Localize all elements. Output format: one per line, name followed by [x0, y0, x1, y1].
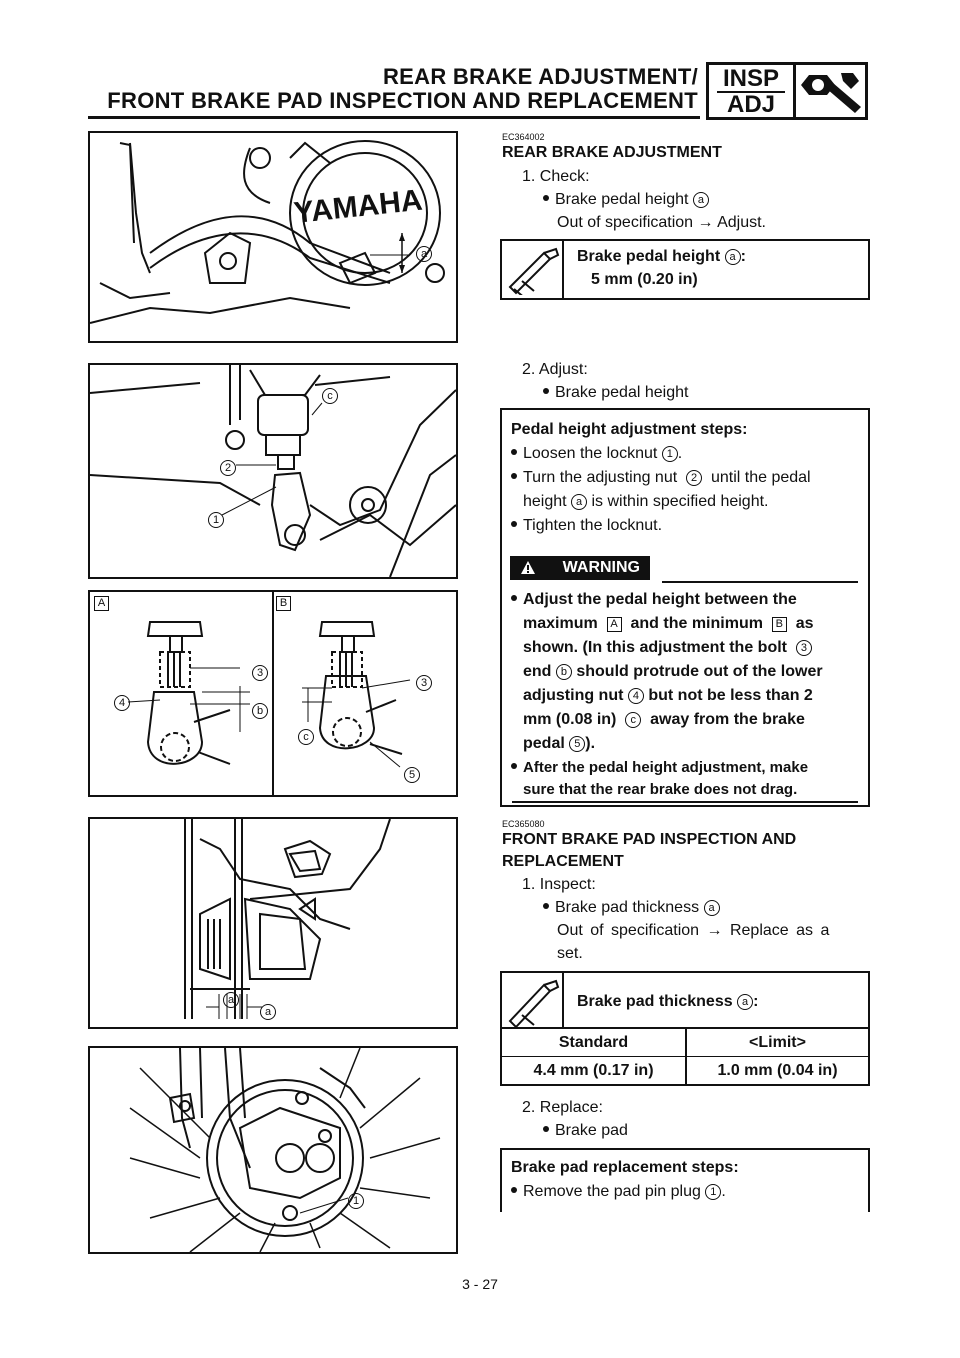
header-rule — [88, 116, 700, 119]
pad-thickness-illustration — [90, 819, 456, 1027]
label-1: 1 — [705, 1184, 721, 1200]
label-3-min: 3 — [416, 675, 432, 691]
warning-line-8: After the pedal height adjustment, make — [511, 756, 808, 780]
warning-line-1: Adjust the pedal height between the — [511, 588, 797, 612]
check-result: Out of specification → Adjust. — [557, 214, 766, 231]
step-adjust: 2. Adjust: — [522, 361, 588, 378]
spec-divider — [562, 973, 564, 1027]
figure-pedal-max-min — [88, 590, 458, 797]
inspect-result-l2: set. — [557, 945, 583, 962]
step-check: 1. Check: — [522, 168, 590, 185]
svg-text:YAMAHA: YAMAHA — [292, 183, 424, 230]
warning-line-7: pedal 5 ). — [523, 735, 596, 752]
bullet — [511, 473, 517, 479]
bullet — [511, 521, 517, 527]
insp-adj-badge — [706, 62, 868, 120]
wrench-nut-icon — [797, 67, 863, 117]
label-a-pad-right: a — [260, 1004, 276, 1020]
badge-top: INSP — [722, 65, 779, 92]
label-1: 1 — [662, 446, 678, 462]
warning-triangle-icon — [520, 560, 536, 575]
label-1-fig2: 1 — [208, 512, 224, 528]
spec-label-pedal-height: Brake pedal height a : — [577, 248, 746, 265]
bullet — [543, 195, 549, 201]
spec-label-pad-thickness: Brake pad thickness a : — [577, 993, 759, 1010]
label-a: a — [693, 192, 709, 208]
label-2-fig2: 2 — [220, 460, 236, 476]
heading-front-pad-l2: REPLACEMENT — [502, 853, 624, 870]
heading-rear-brake-adjustment: REAR BRAKE ADJUSTMENT — [502, 144, 722, 161]
pedal-height-illustration — [90, 133, 456, 341]
label-1-caliper: 1 — [348, 1193, 364, 1209]
label-b: b — [556, 664, 572, 680]
adjust-item: Brake pedal height — [543, 381, 688, 405]
figure-brake-pad-thickness — [88, 817, 458, 1029]
label-A: A — [607, 617, 622, 632]
label-c: c — [625, 712, 641, 728]
label-2: 2 — [686, 470, 702, 486]
step-replace: 2. Replace: — [522, 1099, 603, 1116]
caliper-illustration — [90, 1048, 456, 1252]
spec-box-pad-thickness — [500, 971, 870, 1086]
header-title-line1: REAR BRAKE ADJUSTMENT/ — [382, 64, 698, 89]
label-c-min: c — [298, 729, 314, 745]
spec-divider — [562, 241, 564, 298]
bullet — [511, 449, 517, 455]
pedal-step-3: Tighten the locknut. — [511, 514, 662, 538]
caliper-tool-icon — [504, 977, 560, 1029]
check-item: Brake pedal height a — [543, 188, 709, 212]
warning-label: WARNING — [562, 559, 640, 576]
inspect-result-l1: Out of specification → Replace as a — [557, 922, 830, 939]
badge-bottom: ADJ — [717, 91, 785, 117]
label-5: 5 — [569, 736, 585, 752]
inspect-item: Brake pad thickness a — [543, 896, 720, 920]
pedal-step-1: Loosen the locknut 1 . — [511, 442, 682, 466]
bullet — [543, 1126, 549, 1132]
label-B: B — [772, 617, 787, 632]
table-rule-2 — [502, 1056, 868, 1057]
warning-rule-top — [662, 581, 858, 583]
label-B-min: B — [276, 596, 291, 611]
label-a: a — [571, 494, 587, 510]
label-a-pad-left: a — [223, 992, 239, 1008]
replace-steps-title: Brake pad replacement steps: — [511, 1159, 739, 1176]
pedal-steps-title: Pedal height adjustment steps: — [511, 421, 748, 438]
bullet — [511, 1187, 517, 1193]
label-a-fig1: a — [416, 246, 432, 262]
caliper-tool-icon — [504, 247, 560, 295]
label-3-max: 3 — [252, 665, 268, 681]
label-5-min: 5 — [404, 767, 420, 783]
figure-brake-pedal-height — [88, 131, 458, 343]
figure-caliper-pad-pin-plug — [88, 1046, 458, 1254]
figure-pedal-adjuster — [88, 363, 458, 579]
figure-divider — [272, 592, 274, 795]
warning-line-3: shown. (In this adjustment the bolt 3 — [523, 636, 812, 660]
page-number: 3 - 27 — [462, 1276, 498, 1292]
replace-item: Brake pad — [543, 1119, 628, 1143]
label-4: 4 — [628, 688, 644, 704]
label-3: 3 — [796, 640, 812, 656]
pedal-step-2-cont: height a is within specified height. — [523, 493, 769, 510]
bullet — [543, 388, 549, 394]
label-A-max: A — [94, 596, 109, 611]
label-4-max: 4 — [114, 695, 130, 711]
label-a: a — [737, 994, 753, 1010]
page-cover — [490, 1212, 890, 1242]
label-c-fig2: c — [322, 388, 338, 404]
bullet — [511, 763, 517, 769]
spec-box-pedal-height — [500, 239, 870, 300]
pedal-step-2: Turn the adjusting nut 2 until the pedal — [511, 466, 811, 490]
col-header-standard: Standard — [558, 1034, 629, 1051]
header-title-line2: FRONT BRAKE PAD INSPECTION AND REPLACEMENT — [107, 88, 698, 113]
warning-line-2: maximum A and the minimum B as — [523, 615, 814, 632]
step-inspect: 1. Inspect: — [522, 876, 596, 893]
warning-banner — [510, 556, 650, 580]
value-limit: 1.0 mm (0.04 in) — [717, 1062, 838, 1079]
label-a: a — [725, 249, 741, 265]
section-code-rear: EC364002 — [502, 132, 545, 142]
warning-line-5: adjusting nut 4 but not be less than 2 — [523, 687, 813, 704]
value-standard: 4.4 mm (0.17 in) — [533, 1062, 654, 1079]
heading-front-pad-l1: FRONT BRAKE PAD INSPECTION AND — [502, 831, 797, 848]
warning-line-4: end b should protrude out of the lower — [523, 663, 823, 680]
col-header-limit: <Limit> — [749, 1034, 806, 1051]
spec-value-pedal-height: 5 mm (0.20 in) — [591, 271, 698, 288]
bullet — [511, 595, 517, 601]
warning-rule-bottom — [512, 801, 858, 803]
warning-line-9: sure that the rear brake does not drag. — [523, 781, 798, 798]
replace-step-1: Remove the pad pin plug 1 . — [511, 1180, 726, 1204]
pedal-adjuster-illustration — [90, 365, 456, 577]
warning-line-6: mm (0.08 in) c away from the brake — [523, 711, 805, 728]
bullet — [543, 903, 549, 909]
pedal-adjustment-steps-box — [500, 408, 870, 807]
label-b-max: b — [252, 703, 268, 719]
label-a: a — [704, 900, 720, 916]
section-code-front: EC365080 — [502, 819, 545, 829]
